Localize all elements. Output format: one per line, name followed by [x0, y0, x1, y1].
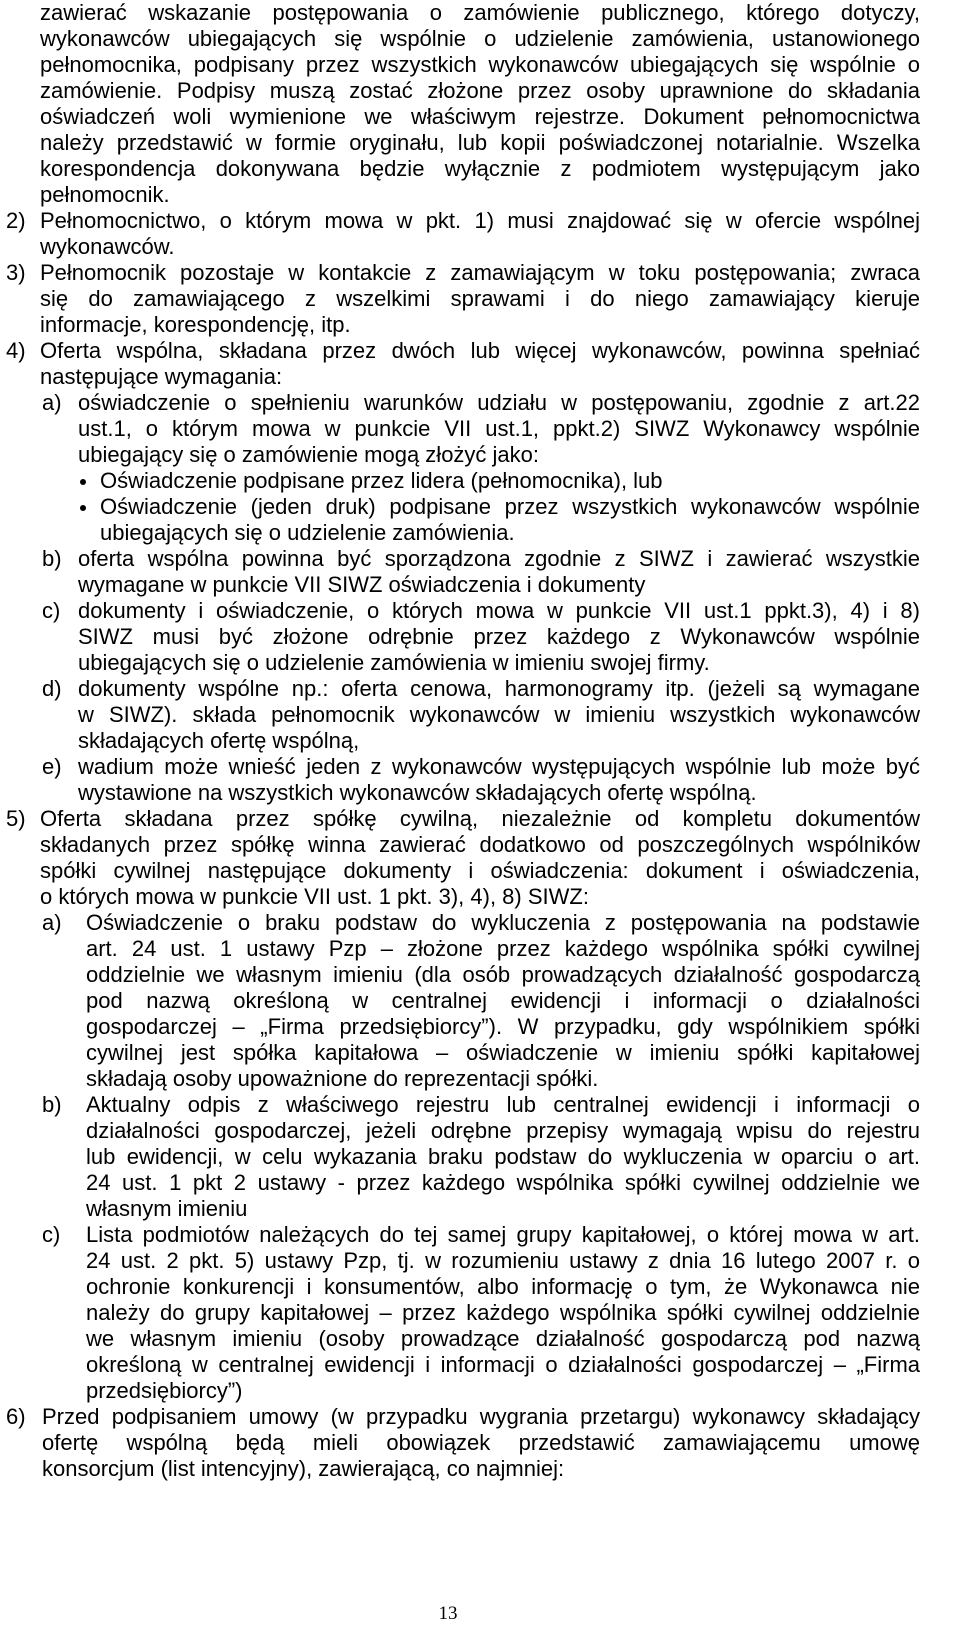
list-marker: 5): [6, 806, 26, 831]
text-line: dokumenty wspólne np.: oferta cenowa, harmonogramy itp. (jeżeli są wymagane: [78, 676, 920, 701]
item-text: [86, 1092, 920, 1222]
text-line: spółki cywilnej następujące dokumenty i oświadczenia: dokument i oświadczenia,: [40, 858, 920, 883]
text-line: oddzielnie we własnym imieniu (dla osób prowadzących działalność gospodarczą: [86, 962, 920, 987]
list-item-5: [0, 806, 960, 910]
text-line: oświadczenie o spełnieniu warunków udziału w postępowaniu, zgodnie z art.22: [78, 390, 920, 415]
text-line: Oświadczenie (jeden druk) podpisane przez wszystkich wykonawców wspólnie: [100, 494, 920, 519]
text-line: pełnomocnika, podpisany przez wszystkich wykonawców ubiegających się wspólnie o: [40, 52, 920, 77]
item-text: [78, 390, 920, 468]
text-line: ofertę wspólną będą mieli obowiązek przedstawić zamawiającemu umowę: [42, 1430, 920, 1455]
item-text: [40, 806, 920, 910]
text-line: oferta wspólna powinna być sporządzona zgodnie z SIWZ i zawierać wszystkie: [78, 546, 920, 571]
item-text: [78, 754, 920, 806]
item-text: [86, 910, 920, 1092]
list-item-3: [0, 260, 960, 338]
text-line: wykonawców.: [40, 234, 175, 259]
text-line: ochronie konkurencji i konsumentów, albo informację o tym, że Wykonawca nie: [86, 1274, 920, 1299]
list-marker: 2): [6, 208, 26, 233]
text-line: należy przedstawić w formie oryginału, lub kopii poświadczonej notarialnie. Wszelka: [40, 130, 920, 155]
text-line: Oferta wspólna, składana przez dwóch lub więcej wykonawców, powinna spełniać: [40, 338, 920, 363]
item-text: [78, 598, 920, 676]
list-marker: b): [42, 1092, 62, 1117]
sub-item-4c: [0, 598, 960, 676]
item-text: [40, 338, 920, 390]
text-line: wystawione na wszystkich wykonawców składających ofertę wspólną.: [78, 780, 757, 805]
text-line: gospodarczej – „Firma przedsiębiorcy”). W przypadku, gdy wspólnikiem spółki: [86, 1014, 920, 1039]
text-line: lub ewidencji, w celu wykazania braku podstaw do wykluczenia w oparciu o art.: [86, 1144, 920, 1169]
bullet-item: [0, 494, 960, 546]
text-line: ubiegający się o zamówienie mogą złożyć jako:: [78, 442, 540, 467]
bullet-icon: [80, 505, 86, 511]
list-marker: a): [42, 910, 62, 935]
list-item-2: [0, 208, 960, 260]
text-line: ubiegających się o udzielenie zamówienia.: [100, 520, 515, 545]
text-line: 24 ust. 2 pkt. 5) ustawy Pzp, tj. w rozumieniu ustawy z dnia 16 lutego 2007 r. o: [86, 1248, 920, 1273]
list-marker: d): [42, 676, 62, 701]
text-line: składanych przez spółkę winna zawierać dodatkowo od poszczególnych wspólników: [40, 832, 920, 857]
sub-item-4a: [0, 390, 960, 468]
text-line: Lista podmiotów należących do tej samej grupy kapitałowej, o której mowa w art.: [86, 1222, 920, 1247]
list-marker: c): [42, 598, 61, 623]
item-text: [40, 260, 920, 338]
bullet-icon: [80, 479, 86, 485]
text-line: się do zamawiającego z wszelkimi sprawami i do niego zamawiający kieruje: [40, 286, 920, 311]
sub-item-4e: [0, 754, 960, 806]
paragraph-text: [40, 0, 920, 208]
item-text: [78, 546, 920, 598]
text-line: pod nazwą określoną w centralnej ewidencji i informacji o działalności: [86, 988, 920, 1013]
item-text: [78, 676, 920, 754]
text-line: składają osoby upoważnione do reprezentacji spółki.: [86, 1066, 599, 1091]
sub-item-5c: [0, 1222, 960, 1404]
text-line: ubiegających się o udzielenie zamówienia w imieniu swojej firmy.: [78, 650, 710, 675]
sub-item-5a: [0, 910, 960, 1092]
list-marker: 4): [6, 338, 26, 363]
text-line: składających ofertę wspólną,: [78, 728, 360, 753]
text-line: określoną w centralnej ewidencji i informacji o działalności gospodarczej – „Firma: [86, 1352, 920, 1377]
text-line: wykonawców ubiegających się wspólnie o udzielenie zamówienia, ustanowionego: [40, 26, 920, 51]
text-line: we własnym imieniu (osoby prowadzące działalność gospodarczą pod nazwą: [86, 1326, 920, 1351]
text-line: działalności gospodarczej, jeżeli odrębne przepisy wymagają wpisu do rejestru: [86, 1118, 920, 1143]
item-text: [86, 1222, 920, 1404]
text-line: Aktualny odpis z właściwego rejestru lub centralnej ewidencji i informacji o: [86, 1092, 920, 1117]
sub-item-4b: [0, 546, 960, 598]
list-marker: e): [42, 754, 62, 779]
text-line: dokumenty i oświadczenie, o których mowa w punkcie VII ust.1 ppkt.3), 4) i 8): [78, 598, 920, 623]
text-line: Oświadczenie o braku podstaw do wykluczenia z postępowania na podstawie: [86, 910, 920, 935]
text-line: 24 ust. 1 pkt 2 ustawy - przez każdego wspólnika spółki cywilnej oddzielnie we: [86, 1170, 920, 1195]
list-marker: 6): [6, 1404, 26, 1429]
sub-item-4d: [0, 676, 960, 754]
text-line: art. 24 ust. 1 ustawy Pzp – złożone przez każdego wspólnika spółki cywilnej: [86, 936, 920, 961]
text-line: w SIWZ). składa pełnomocnik wykonawców w imieniu wszystkich wykonawców: [78, 702, 920, 727]
list-item-4: [0, 338, 960, 390]
text-line: informacje, korespondencję, itp.: [40, 312, 351, 337]
text-line: cywilnej jest spółka kapitałowa – oświadczenie w imieniu spółki kapitałowej: [86, 1040, 920, 1065]
text-line: konsorcjum (list intencyjny), zawierającą, co najmniej:: [42, 1456, 565, 1481]
text-line: o których mowa w punkcie VII ust. 1 pkt. 3), 4), 8) SIWZ:: [40, 884, 589, 909]
item-text: [100, 494, 920, 546]
text-line: następujące wymagania:: [40, 364, 283, 389]
bullet-item: [0, 468, 960, 494]
intro-paragraph: [0, 0, 960, 208]
text-line: Oferta składana przez spółkę cywilną, niezależnie od kompletu dokumentów: [40, 806, 920, 831]
text-line: Przed podpisaniem umowy (w przypadku wygrania przetargu) wykonawcy składający: [42, 1404, 920, 1429]
list-marker: c): [42, 1222, 61, 1247]
sub-item-5b: [0, 1092, 960, 1222]
list-marker: a): [42, 390, 62, 415]
text-line: korespondencja dokonywana będzie wyłącznie z podmiotem występującym jako: [40, 156, 920, 181]
text-line: zawierać wskazanie postępowania o zamówienie publicznego, którego dotyczy,: [40, 0, 920, 25]
item-text: [40, 208, 920, 260]
text-line: wymagane w punkcie VII SIWZ oświadczenia i dokumenty: [78, 572, 646, 597]
item-text: [100, 468, 920, 494]
text-line: własnym imieniu: [86, 1196, 248, 1221]
text-line: przedsiębiorcy”): [86, 1378, 243, 1403]
text-line: Oświadczenie podpisane przez lidera (pełnomocnika), lub: [100, 468, 663, 493]
text-line: wadium może wnieść jeden z wykonawców występujących wspólnie lub może być: [78, 754, 920, 779]
text-line: SIWZ musi być złożone odrębnie przez każdego z Wykonawców wspólnie: [78, 624, 920, 649]
text-line: zamówienie. Podpisy muszą zostać złożone przez osoby uprawnione do składania: [40, 78, 920, 103]
text-line: ust.1, o którym mowa w punkcie VII ust.1, ppkt.2) SIWZ Wykonawcy wspólnie: [78, 416, 920, 441]
item-text: [42, 1404, 920, 1482]
list-item-6: [0, 1404, 960, 1482]
text-line: pełnomocnik.: [40, 182, 170, 207]
text-line: oświadczeń woli wymienione we właściwym rejestrze. Dokument pełnomocnictwa: [40, 104, 920, 129]
text-line: Pełnomocnictwo, o którym mowa w pkt. 1) musi znajdować się w ofercie wspólnej: [40, 208, 920, 233]
list-marker: b): [42, 546, 62, 571]
page-number: 13: [438, 1603, 458, 1624]
text-line: należy do grupy kapitałowej – przez każdego wspólnika spółki cywilnej oddzielnie: [86, 1300, 920, 1325]
text-line: Pełnomocnik pozostaje w kontakcie z zamawiającym w toku postępowania; zwraca: [40, 260, 920, 285]
list-marker: 3): [6, 260, 26, 285]
